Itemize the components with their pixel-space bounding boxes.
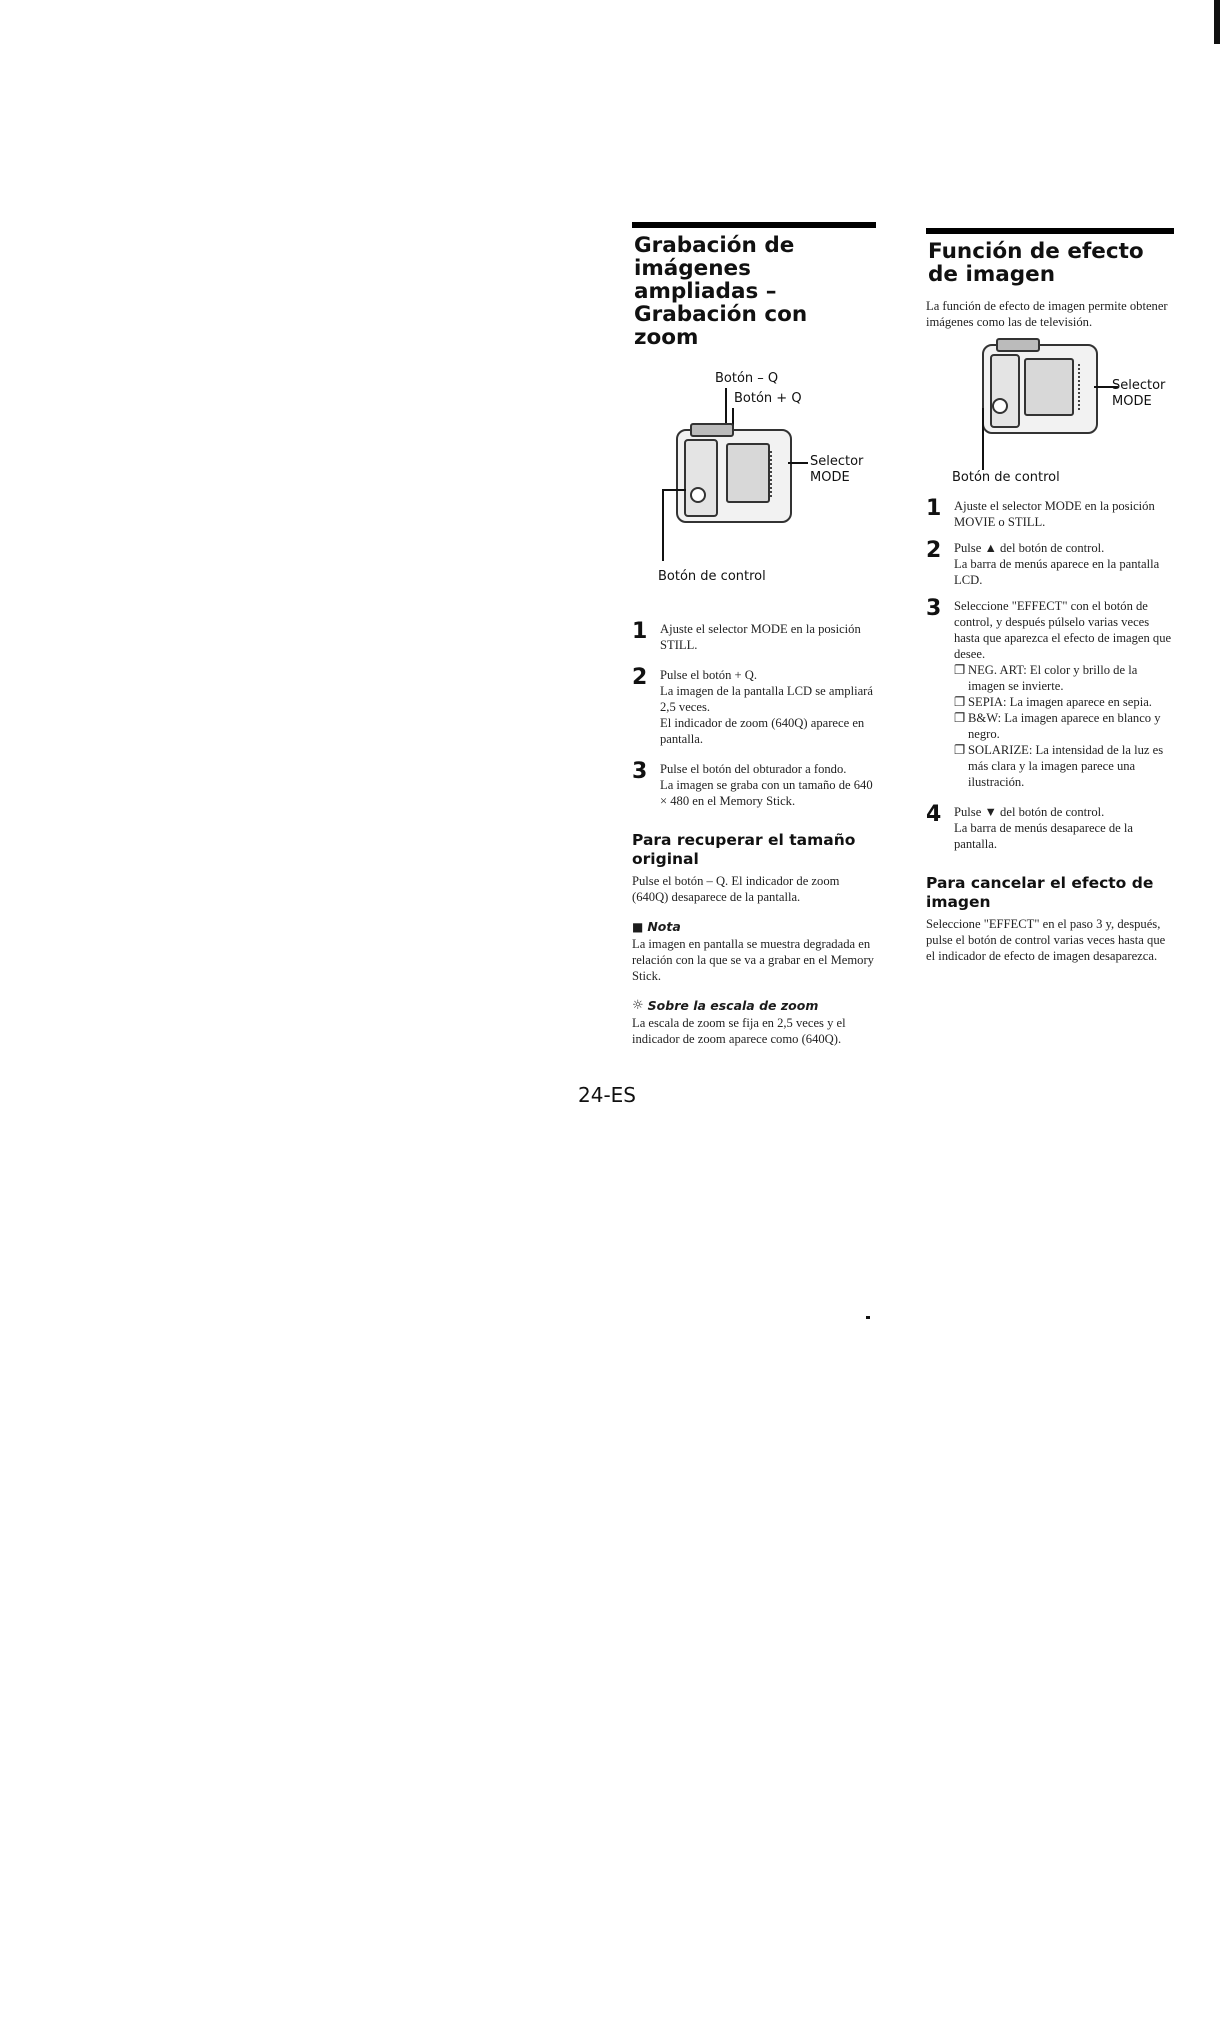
- note-heading: Nota: [647, 919, 681, 934]
- step-number: 1: [926, 496, 942, 521]
- effect-option: [954, 662, 1174, 694]
- tip-block: [632, 998, 878, 1047]
- label-mode: MODE: [810, 470, 850, 485]
- step-line: Pulse ▲ del botón de control.: [954, 541, 1105, 555]
- step-number: 2: [632, 665, 648, 690]
- step-item: [632, 621, 878, 653]
- subsection-restore: [632, 831, 878, 905]
- tip-text: La escala de zoom se fija en 2,5 veces y el indicador de zoom aparece como (640Q).: [632, 1016, 846, 1046]
- step-text: [954, 498, 1174, 530]
- step-item: [632, 667, 878, 747]
- effect-option-text: B&W: La imagen aparece en blanco y negro.: [968, 711, 1161, 741]
- section-title: Función de efecto de imagen: [928, 239, 1144, 287]
- step-line: El indicador de zoom (640Q) aparece en pantalla.: [660, 716, 865, 746]
- sub-text: Seleccione "EFFECT" en el paso 3 y, después, pulse el botón de control varias veces hasta que el indicador de efecto de imagen desaparezca.: [926, 917, 1166, 963]
- step-text: [954, 804, 1174, 852]
- checkbox-icon: ❐: [954, 743, 966, 757]
- note-heading-row: [632, 919, 878, 934]
- camera-top: [690, 423, 734, 437]
- step-item: [926, 804, 1174, 852]
- leader-line: [725, 388, 727, 428]
- camera-control-button: [690, 487, 706, 503]
- checkbox-icon: ❐: [954, 695, 966, 709]
- label-mode: MODE: [1112, 394, 1152, 409]
- camera-figure-zoom: [632, 371, 878, 591]
- lightbulb-icon: ☼: [632, 998, 644, 1013]
- camera-buttons: [770, 451, 778, 497]
- section-title: Grabación de imágenes ampliadas – Grabación con zoom: [634, 233, 808, 350]
- camera-icon: [676, 429, 792, 523]
- step-text: [954, 540, 1174, 588]
- step-line: Pulse el botón del obturador a fondo.: [660, 762, 847, 776]
- step-text: [954, 598, 1174, 790]
- effect-option: [954, 694, 1174, 710]
- steps-list: [926, 498, 1174, 852]
- scan-mark: [1214, 0, 1220, 44]
- label-control-button: Botón de control: [658, 569, 766, 584]
- leader-line: [788, 462, 808, 464]
- effect-option-text: NEG. ART: El color y brillo de la imagen se invierte.: [968, 663, 1138, 693]
- page-number: 24-ES: [578, 1083, 636, 1107]
- label-selector: Selector: [1112, 378, 1166, 393]
- effect-option: [954, 742, 1174, 790]
- checkbox-icon: ❐: [954, 663, 966, 677]
- note-text: La imagen en pantalla se muestra degradada en relación con la que se va a grabar en el Memory Stick.: [632, 937, 874, 983]
- step-line: La barra de menús desaparece de la pantalla.: [954, 821, 1134, 851]
- tip-heading: Sobre la escala de zoom: [647, 998, 819, 1013]
- camera-buttons: [1078, 364, 1086, 410]
- section-rule: [632, 222, 876, 228]
- step-number: 4: [926, 802, 942, 827]
- section-effect: [926, 228, 1174, 964]
- step-line: La imagen de la pantalla LCD se ampliará 2,5 veces.: [660, 684, 873, 714]
- step-line: La imagen se graba con un tamaño de 640 × 480 en el Memory Stick.: [660, 778, 873, 808]
- tip-heading-row: [632, 998, 878, 1013]
- step-line: La barra de menús aparece en la pantalla LCD.: [954, 557, 1160, 587]
- step-number: 3: [926, 596, 942, 621]
- label-selector: Selector: [810, 454, 864, 469]
- subsection-cancel: [926, 874, 1174, 964]
- label-control-button: Botón de control: [952, 470, 1060, 485]
- effect-option-text: SEPIA: La imagen aparece en sepia.: [968, 695, 1152, 709]
- section-rule: [926, 228, 1174, 234]
- camera-grip: [684, 439, 718, 517]
- section-zoom: [632, 222, 878, 1047]
- step-item: [926, 540, 1174, 588]
- leader-line: [982, 408, 984, 470]
- step-text: [660, 667, 878, 747]
- step-line: Seleccione "EFFECT" con el botón de control, y después púlselo varias veces hasta que aparezca el efecto de imagen que desee.: [954, 599, 1172, 661]
- step-item: [632, 761, 878, 809]
- step-text: [660, 621, 878, 653]
- camera-top: [996, 338, 1040, 352]
- label-btn-plus: Botón + Q: [734, 391, 802, 406]
- step-number: 3: [632, 759, 648, 784]
- effect-option-text: SOLARIZE: La intensidad de la luz es más clara y la imagen parece una ilustración.: [968, 743, 1164, 789]
- note-icon: ■: [632, 919, 644, 934]
- step-item: [926, 598, 1174, 790]
- checkbox-icon: ❐: [954, 711, 966, 725]
- scan-mark: [866, 1316, 870, 1319]
- leader-line: [662, 489, 686, 491]
- camera-grip: [990, 354, 1020, 428]
- camera-lcd: [726, 443, 770, 503]
- step-line: Pulse ▼ del botón de control.: [954, 805, 1105, 819]
- step-number: 1: [632, 619, 648, 644]
- sub-text: Pulse el botón – Q. El indicador de zoom (640Q) desaparece de la pantalla.: [632, 874, 840, 904]
- step-text: [660, 761, 878, 809]
- camera-icon: [982, 344, 1098, 434]
- note-block: [632, 919, 878, 984]
- step-item: [926, 498, 1174, 530]
- effect-option: [954, 710, 1174, 742]
- step-line: Pulse el botón + Q.: [660, 668, 758, 682]
- camera-figure-effect: [926, 334, 1174, 484]
- step-number: 2: [926, 538, 942, 563]
- step-line: Ajuste el selector MODE en la posición STILL.: [660, 622, 861, 652]
- camera-lcd: [1024, 358, 1074, 416]
- section-intro: La función de efecto de imagen permite obtener imágenes como las de televisión.: [926, 299, 1168, 329]
- sub-heading: Para cancelar el efecto de imagen: [926, 874, 1154, 911]
- camera-control-button: [992, 398, 1008, 414]
- leader-line: [662, 489, 664, 561]
- sub-heading: Para recuperar el tamaño original: [632, 831, 856, 868]
- label-btn-minus: Botón – Q: [715, 371, 779, 386]
- step-line: Ajuste el selector MODE en la posición MOVIE o STILL.: [954, 499, 1155, 529]
- steps-list: [632, 621, 878, 809]
